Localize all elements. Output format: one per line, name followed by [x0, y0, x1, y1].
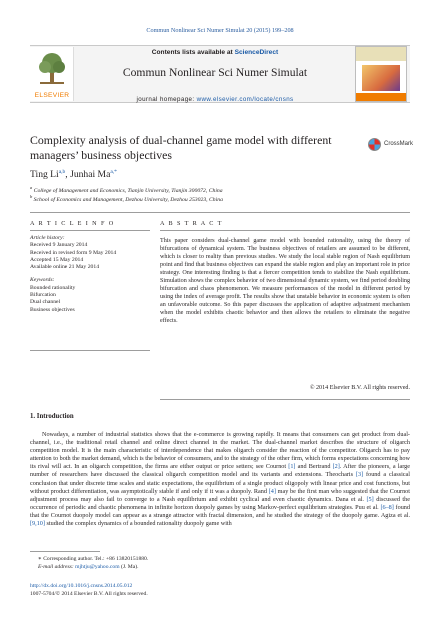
abstract-heading: A B S T R A C T	[160, 220, 223, 227]
citation-link[interactable]: [1]	[288, 463, 296, 471]
doi-link[interactable]: http://dx.doi.org/10.1016/j.cnsns.2014.05.012	[30, 583, 133, 589]
keywords-label: Keywords:	[30, 277, 55, 284]
citation-link[interactable]: [6–8]	[380, 503, 394, 511]
copyright-notice: © 2014 Elsevier B.V. All rights reserved.	[309, 385, 410, 391]
sciencedirect-link[interactable]: ScienceDirect	[234, 49, 279, 56]
citation-link[interactable]: [3]	[355, 471, 364, 479]
introduction-text: studied the complex dynamics of a bounded rationality duopoly game with	[44, 520, 232, 528]
history-item: Available online 21 May 2014	[30, 264, 100, 271]
tree-icon	[38, 51, 66, 85]
citation-link[interactable]: [4]	[268, 487, 276, 495]
history-item: Received 9 January 2014	[30, 242, 88, 249]
email-label: E-mail address:	[38, 564, 76, 570]
paper-title-line-1: Complexity analysis of dual-channel game model with different	[30, 133, 332, 147]
homepage-link[interactable]: www.elsevier.com/locate/cnsns	[196, 96, 294, 103]
footnote-rule	[30, 551, 100, 552]
citation-link[interactable]: [2]	[332, 463, 340, 471]
email-link[interactable]: mjhtju@yahoo.com	[75, 564, 120, 570]
publisher-logo-text: ELSEVIER	[34, 92, 70, 99]
journal-reference[interactable]: Commun Nonlinear Sci Numer Simulat 20 (2015) 199–208	[146, 27, 294, 34]
email-suffix: (J. Ma).	[119, 564, 139, 570]
contents-line	[80, 49, 350, 56]
introduction-text: and Bertrand	[295, 463, 333, 471]
keyword: Bounded rationality	[30, 284, 76, 291]
introduction-text: Nowadays, a number of industrial statistics shows that the e-commerce is growing rapidly. It means that consumers can get product from dual-channel, i.e., the traditional retail channel and online direct channel in the market. The dual-channel market describes the structure of oligarch competition model. It is the main characteristic of interdependence that makes oligarch consider the reaction of the competitor. Oligarch has to pay attention to both the market demand, which is the behavior of consumers, and to the strategy of the other firm, which forms expectations concerning how its rival will act. In an oligarch competition, the firms are either output or price setters; see Cournot	[30, 431, 410, 471]
introduction-body	[30, 431, 410, 528]
author-list	[30, 169, 117, 180]
cover-footer-band	[356, 93, 406, 101]
affiliation-mark: b	[30, 194, 33, 199]
section-divider	[30, 212, 410, 213]
history-item: Received in revised form 9 May 2014	[30, 249, 117, 256]
affiliation-mark: a	[30, 185, 33, 190]
journal-cover-thumbnail[interactable]	[355, 46, 407, 102]
article-info	[30, 235, 150, 314]
abstract-rule	[160, 230, 410, 231]
keyword: Bifurcation	[30, 292, 56, 299]
paper-title	[30, 133, 350, 162]
article-info-bottom-rule	[30, 350, 150, 351]
affiliation	[30, 194, 223, 203]
introduction-text: may be the first man who suggested that the Cournot adjustment process may also fail to converge to a Nash equilibrium and exhibit cyclical and even chaotic dynamics. Dana et al.	[30, 487, 410, 503]
cover-image	[362, 65, 400, 91]
citation-link[interactable]: [9,10]	[30, 520, 45, 528]
affiliation-text: School of Economics and Management, Dezhou University, Dezhou 253023, China	[33, 196, 223, 203]
abstract-bottom-rule	[160, 399, 410, 400]
introduction-paragraph	[30, 431, 410, 527]
keyword: Dual channel	[30, 299, 61, 306]
elsevier-logo[interactable]	[30, 47, 74, 101]
introduction-text: . After the pioneers, a large number of researchers have discussed the classical oligarch competition model and its variants and extensions. Theocharis	[30, 463, 410, 479]
keyword: Business objectives	[30, 306, 75, 313]
history-item: Accepted 15 May 2014	[30, 256, 84, 263]
introduction-text: found that the Cournot duopoly model can appear as a strange attractor with fractal dimension, and he studied the strategy of the duopoly game. Agiza et al.	[30, 503, 410, 519]
author-affiliation-marks[interactable]: a,*	[110, 169, 117, 175]
crossmark-label: CrossMark	[384, 141, 414, 147]
introduction-heading: 1. Introduction	[30, 413, 74, 420]
author-separator: ,	[65, 169, 71, 181]
introduction-text: discussed the occurrence of periodic and chaotic phenomena in infinite horizon duopoly games by using Markov-perfect equilibrium strategies. Puu et al.	[30, 495, 410, 511]
journal-homepage	[80, 96, 350, 103]
email-footnote	[38, 564, 139, 570]
citation-link[interactable]: [5]	[366, 495, 374, 503]
crossmark-icon	[368, 138, 381, 151]
author-affiliation-marks[interactable]: a,b	[58, 169, 66, 175]
article-info-rule	[30, 230, 150, 231]
author-name[interactable]: Junhai Ma	[70, 169, 111, 181]
affiliation-text: College of Management and Economics, Tianjin University, Tianjin 300072, China	[33, 187, 223, 194]
cover-title-band	[356, 47, 406, 61]
affiliation	[30, 185, 223, 194]
author-name[interactable]: Ting Li	[30, 169, 59, 181]
introduction-text: found a classical conclusion that under discrete time scales and static expectations, the equilibrium of a single product oligopoly with linear price and cost functions, but without product differentiation, was asymptotically stable if and only if it was a duopoly. Rand	[30, 471, 410, 495]
abstract-text: This paper considers dual-channel game model with bounded rationality, using the theory of bifurcations of dynamical system. The business objectives of retailers are assumed to be different, which is closer to reality than previous studies. We study the local stable region of Nash equilibrium point and find that business objectives can expand the stable region and play an important role in price strategy. One interesting finding is that a fiercer competition tends to stabilize the Nash equilibrium. Simulation shows the complex behavior of two dimensional dynamic system, we find period doubling bifurcation and chaos phenomenon. We measure performances of the model in different period by using the index of average profit. The results show that unstable behavior in economic system is often an unfavorable outcome. So this paper discusses the application of adaptive adjustment mechanism when the model exhibits chaotic behavior and then allows the retailers to eliminate the negative effects.	[160, 238, 410, 325]
homepage-prefix: journal homepage:	[136, 96, 197, 103]
article-history-label: Article history:	[30, 235, 65, 241]
article-info-heading: A R T I C L E I N F O	[30, 220, 115, 227]
corresponding-author-note: ∗ Corresponding author. Tel.: +86 13820151880.	[38, 556, 149, 562]
crossmark-badge[interactable]	[368, 138, 420, 152]
issn-line: 1007-5704/© 2014 Elsevier B.V. All rights reserved.	[30, 591, 148, 597]
journal-title: Commun Nonlinear Sci Numer Simulat	[122, 66, 308, 79]
contents-prefix: Contents lists available at	[151, 49, 235, 56]
paper-title-line-2: managers’ business objectives	[30, 147, 172, 162]
